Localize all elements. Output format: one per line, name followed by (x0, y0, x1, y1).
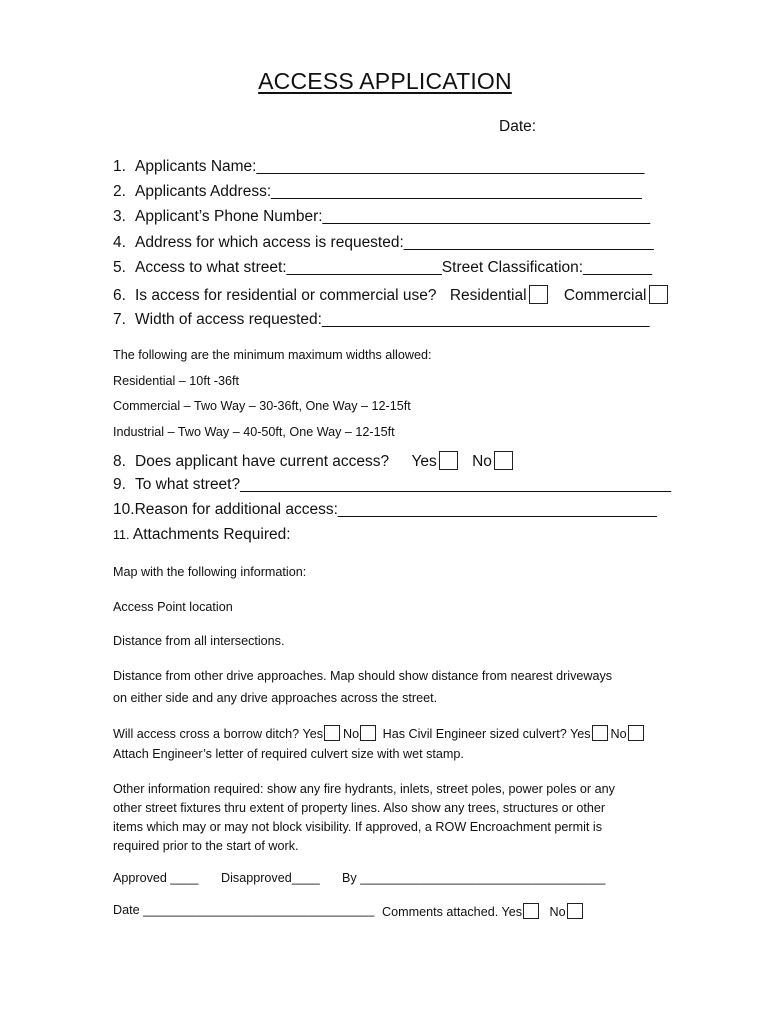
access-address-line[interactable]: 4. Address for which access is requested:_____________________________ (113, 234, 654, 251)
map-intersections: Distance from all intersections. (113, 634, 285, 648)
what-street-line[interactable]: 9. To what street?__________________________________________________ (113, 476, 672, 493)
access-width-line[interactable]: 7. Width of access requested:______________________________________ (113, 311, 650, 328)
approved-by-field[interactable]: By ___________________________________ (342, 871, 606, 885)
other-info-line-1: Other information required: show any fire hydrants, inlets, street poles, power poles or any (113, 782, 615, 796)
widths-industrial: Industrial – Two Way – 40-50ft, One Way – 12-15ft (113, 425, 395, 439)
applicant-address-line[interactable]: 2. Applicants Address:___________________________________________ (113, 183, 642, 200)
date-label: Date: (499, 118, 537, 135)
applicant-name-line[interactable]: 1. Applicants Name:_____________________________________________ (113, 158, 645, 175)
other-info-line-2: other street fixtures thru extent of property lines. Also show any trees, structures or other (113, 801, 606, 815)
widths-intro: The following are the minimum maximum widths allowed: (113, 348, 432, 362)
current-access-yes-label: Yes (411, 453, 437, 470)
attachments-heading: 11. Attachments Required: (113, 526, 291, 543)
approved-field[interactable]: Approved ____ (113, 871, 199, 885)
current-access-no-checkbox[interactable] (494, 451, 513, 470)
map-drive-approaches-2: on either side and any drive approaches across the street. (113, 691, 438, 705)
other-info-line-3: items which may or may not block visibility. If approved, a ROW Encroachment permit is (113, 820, 602, 834)
disapproved-field[interactable]: Disapproved____ (221, 871, 320, 885)
page-title: ACCESS APPLICATION (258, 68, 512, 94)
residential-label: Residential (449, 287, 527, 304)
use-type-question: 6. Is access for residential or commercial use? Residential Commercial (113, 285, 672, 305)
map-access-point: Access Point location (113, 600, 233, 614)
additional-access-line[interactable]: 10.Reason for additional access:_____________________________________ (113, 501, 657, 518)
street-classification-field[interactable]: Street Classification:________ (441, 259, 653, 276)
current-access-question: 8. Does applicant have current access? Yes No (113, 451, 517, 471)
ditch-no-checkbox[interactable] (360, 725, 376, 741)
ditch-yes-checkbox[interactable] (324, 725, 340, 741)
comments-attached-line: Comments attached. Yes No (382, 903, 586, 919)
comments-yes-checkbox[interactable] (523, 903, 539, 919)
ditch-culvert-line: Will access cross a borrow ditch? Yes No Has Civil Engineer sized culvert? Yes No (113, 725, 647, 741)
residential-checkbox[interactable] (529, 285, 548, 304)
access-street-line[interactable]: 5. Access to what street:__________________Street Classification:________ (113, 259, 653, 276)
applicant-phone-line[interactable]: 3. Applicant’s Phone Number:______________________________________ (113, 208, 651, 225)
map-intro: Map with the following information: (113, 565, 307, 579)
footer-date-field[interactable]: Date _________________________________ (113, 903, 375, 917)
commercial-label: Commercial (563, 287, 647, 304)
current-access-no-label: No (472, 453, 492, 470)
commercial-checkbox[interactable] (649, 285, 668, 304)
map-drive-approaches-1: Distance from other drive approaches. Map should show distance from nearest driveways (113, 669, 613, 683)
widths-commercial: Commercial – Two Way – 30-36ft, One Way – 12-15ft (113, 399, 411, 413)
attach-engineer-letter: Attach Engineer’s letter of required culvert size with wet stamp. (113, 747, 464, 761)
current-access-yes-checkbox[interactable] (439, 451, 458, 470)
widths-residential: Residential – 10ft -36ft (113, 374, 240, 388)
comments-no-checkbox[interactable] (567, 903, 583, 919)
culvert-no-checkbox[interactable] (628, 725, 644, 741)
other-info-line-4: required prior to the start of work. (113, 839, 299, 853)
culvert-yes-checkbox[interactable] (592, 725, 608, 741)
